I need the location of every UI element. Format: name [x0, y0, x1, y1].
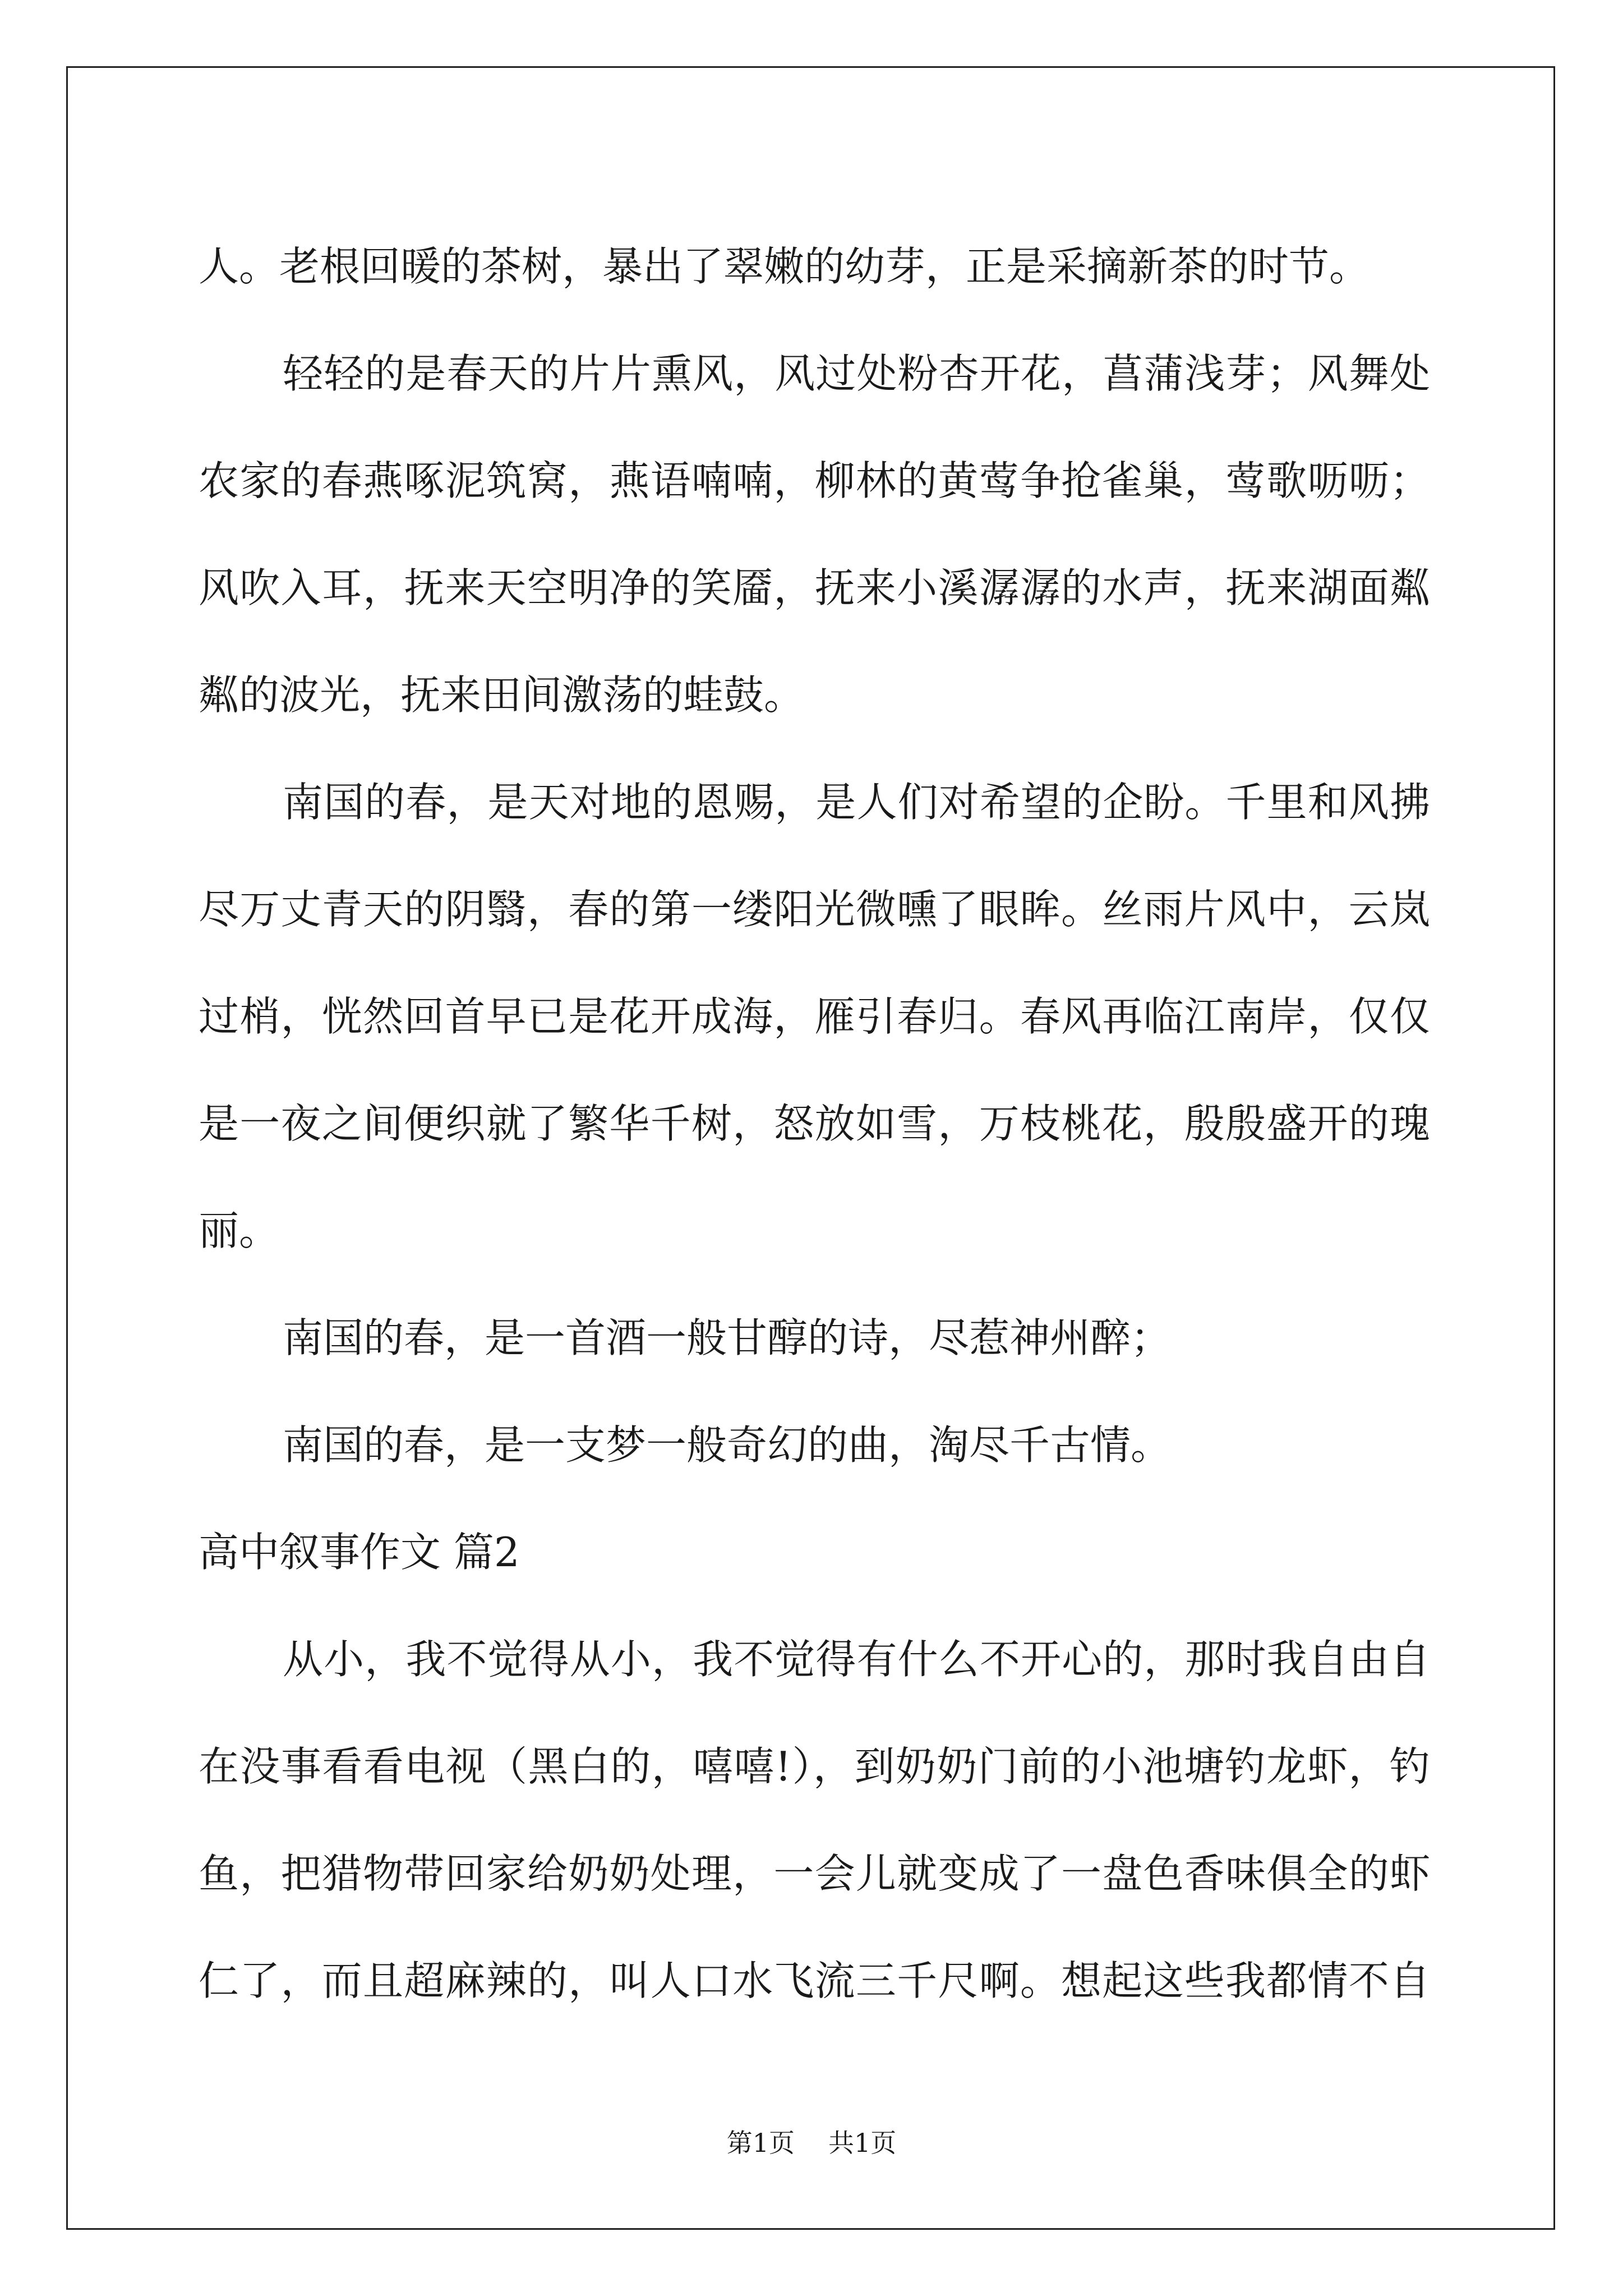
text-line: 粼的波光，抚来田间激荡的蛙鼓。: [199, 671, 805, 719]
text-line: 仁了，而且超麻辣的，叫人口水飞流三千尺啊。想起这些我都情不自: [199, 1957, 1430, 2004]
text-line: 是一夜之间便织就了繁华千树，怒放如雪，万枝桃花，殷殷盛开的瑰: [199, 1100, 1430, 1147]
paragraph-first-line: 南国的春，是天对地的恩赐，是人们对希望的企盼。千里和风拂: [283, 779, 1430, 826]
document-body: [199, 213, 1430, 2035]
text-line: 过梢，恍然回首早已是花开成海，雁引春归。春风再临江南岸，仅仅: [199, 993, 1430, 1040]
page-number-total: 共1页: [828, 2128, 897, 2158]
text-line: 人。老根回暖的茶树，暴出了翠嫩的幼芽，正是采摘新茶的时节。: [199, 243, 1370, 290]
page-number-current: 第1页: [726, 2128, 795, 2158]
text-line: 鱼，把猎物带回家给奶奶处理，一会儿就变成了一盘色香味俱全的虾: [199, 1850, 1430, 1897]
paragraph-first-line: 南国的春，是一首酒一般甘醇的诗，尽惹神州醉；: [283, 1314, 1172, 1361]
text-line: 风吹入耳，抚来天空明净的笑靥，抚来小溪潺潺的水声，抚来湖面粼: [199, 564, 1430, 611]
section-heading: 高中叙事作文 篇2: [199, 1529, 520, 1576]
text-line: 在没事看看电视（黑白的，嘻嘻!），到奶奶门前的小池塘钓龙虾，钓: [199, 1743, 1430, 1790]
page-footer: [0, 2126, 1623, 2160]
text-line: 农家的春燕啄泥筑窝，燕语喃喃，柳林的黄莺争抢雀巢，莺歌呖呖；: [199, 457, 1430, 504]
paragraph-first-line: 轻轻的是春天的片片熏风，风过处粉杏开花，菖蒲浅芽；风舞处: [283, 350, 1430, 397]
text-line: 尽万丈青天的阴翳，春的第一缕阳光微曛了眼眸。丝雨片风中，云岚: [199, 886, 1430, 933]
text-line: 丽。: [199, 1207, 280, 1254]
paragraph-first-line: 南国的春，是一支梦一般奇幻的曲，淘尽千古情。: [283, 1421, 1172, 1469]
paragraph-first-line: 从小，我不觉得从小，我不觉得有什么不开心的，那时我自由自: [283, 1636, 1430, 1683]
